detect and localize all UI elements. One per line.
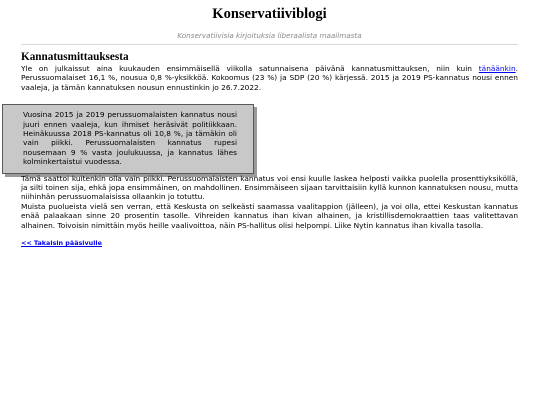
tanaankin-link[interactable]: tänäänkin: [478, 64, 516, 73]
site-title: Konservatiiviblogi: [212, 6, 327, 22]
post-paragraph-1: [21, 64, 518, 92]
post-title: Kannatusmittauksesta: [21, 51, 129, 63]
quote-box: [2, 104, 254, 173]
paragraph-1-text-start: Yle on julkaissut aina kuukauden ensimmäisellä viikolla satunnaisena päivänä kannatusmittauksen, niin kuin: [21, 64, 479, 73]
back-to-main-page-link[interactable]: << Takaisin pääsivulle: [21, 239, 102, 248]
header-divider: [21, 44, 518, 45]
paragraph-1-text-end: . Perussuomalaiset 16,1 %, nousua 0,8 %-yksikköä. Kokoomus (23 %) ja SDP (20 %) kärjessä. 2015 ja 2019 PS-kannatus nousi ennen vaaleja, ja tämän kannatuksen nousun ennustinkin jo 26.7.2022.: [21, 64, 518, 92]
site-subtitle: Konservatiivisia kirjoituksia liberaalista maailmasta: [177, 31, 362, 40]
quote-text: Vuosina 2015 ja 2019 perussuomalaisten kannatus nousi juuri ennen vaaleja, kun ihmiset heräsivät politiikkaan. Heinäkuussa 2018 PS-kannatus oli 10,8 %, ja tämäkin oli vain piikki. Perussuomalaisten kannatus rupesi nousemaan 9 % vasta joulukuussa, ja kannatus lähes kolminkertaistui vuodessa.: [23, 110, 237, 167]
post-paragraph-4: Muista puolueista vielä sen verran, että Keskusta on selkeästi saamassa vaalitappion (jälleen), ja voi olla, ettei Keskustan kannatus enää palaakaan sinne 20 prosentin tasolle. Vihreiden kannatus ihan kivan alhainen, ja kristillisdemokraattien taas valitettavan alhainen. Toivoisin nimittäin myös heille vaalivoittoa, näin PS-hallitus olisi helpompi. Liike Nytin kannatus ihan kivalla tasolla.: [21, 201, 518, 230]
post-paragraph-3: Tämä saattoi kuitenkin olla vain piikki. Perussuomalaisten kannatus voi ensi kuulle laskea helposti vaikka puolella prosenttiyksiköllä, ja silti toinen sija, ehkä jopa ensimmäinen, on mahdollinen. Ensimmäiseen sijaan tarvittaisiin kyllä kunnon kannatuksen nousu, mutta niihinhän perussuomalaisissa ollaankin jo totuttu.: [21, 173, 518, 202]
page-container: [21, 0, 518, 249]
